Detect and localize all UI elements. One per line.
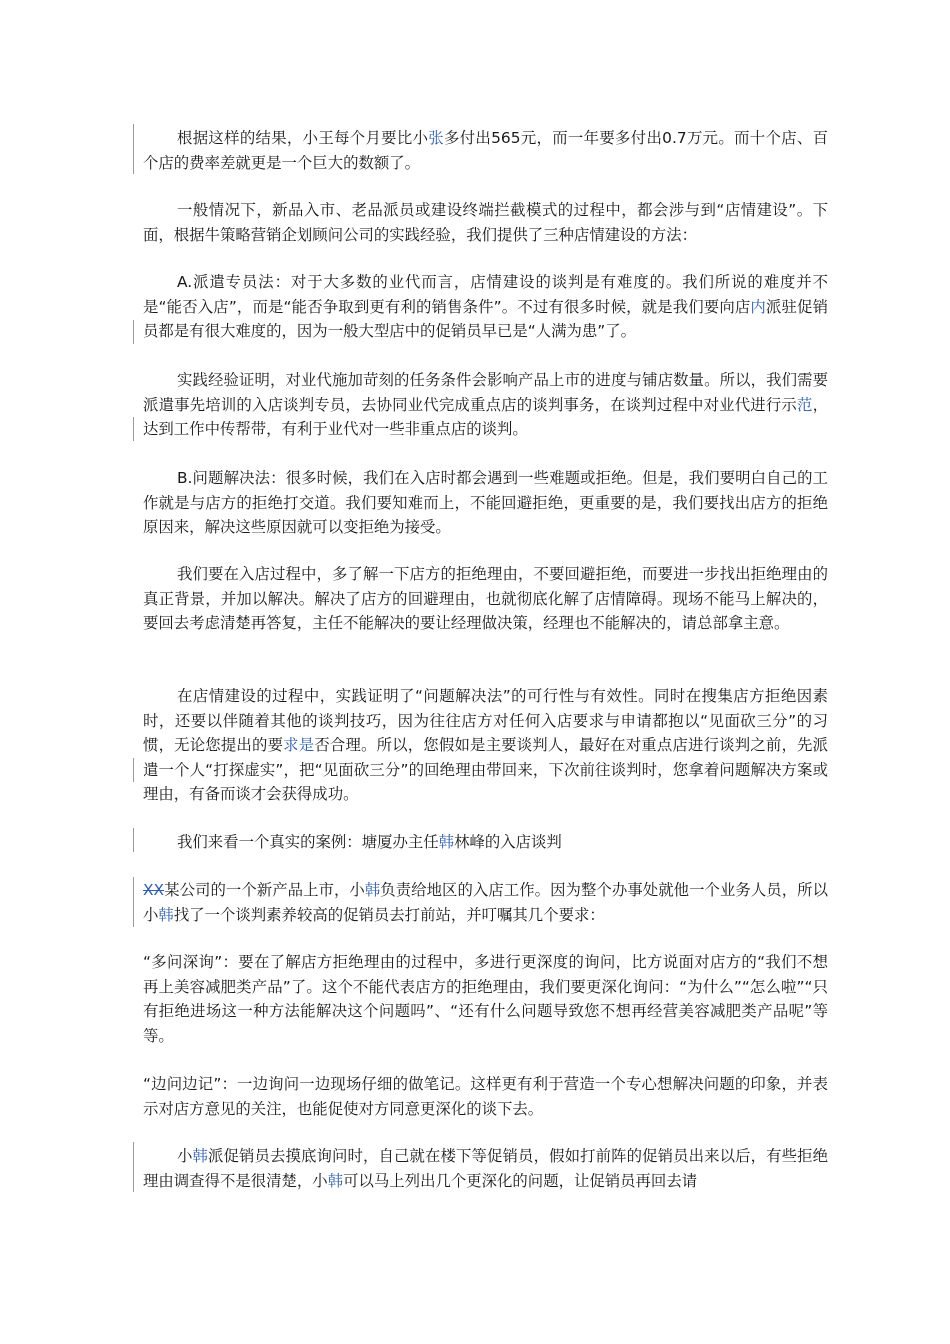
paragraph-5: B.问题解决法：很多时候，我们在入店时都会遇到一些难题或拒绝。但是，我们要明白自己的工作就是与店方的拒绝打交道。我们要知难而上，不能回避拒绝，更重要的是，我们要找出店方的拒绝原因来，解决这些原因就可以变拒绝为接受。 xyxy=(143,469,828,536)
change-bar xyxy=(133,828,134,852)
paragraph-11: “边问边记”：一边询问一边现场仔细的做笔记。这样更有利于营造一个专心想解决问题的印象，并表示对店方意见的关注，也能促使对方同意更深化的谈下去。 xyxy=(143,1075,828,1118)
paragraph-4: 实践经验证明，对业代施加苛刻的任务条件会影响产品上市的进度与铺店数量。所以，我们需要派遣事先培训的入店谈判专员，去协同业代完成重点店的谈判事务，在谈判过程中对业代进行示范，达到工作中传帮带，有利于业代对一些非重点店的谈判。 xyxy=(143,371,828,438)
paragraph-9: XX某公司的一个新产品上市，小韩负责给地区的入店工作。因为整个办事处就他一个业务人员，所以小韩找了一个谈判素养较高的促销员去打前站，并叮嘱其几个要求： xyxy=(143,881,828,924)
paragraph-12: 小韩派促销员去摸底询问时，自己就在楼下等促销员，假如打前阵的促销员出来以后，有些拒绝理由调查得不是很清楚，小韩可以马上列出几个更深化的问题，让促销员再回去请 xyxy=(143,1147,828,1190)
paragraph-8: 我们来看一个真实的案例：塘厦办主任韩林峰的入店谈判 xyxy=(177,833,562,851)
paragraph-6: 我们要在入店过程中，多了解一下店方的拒绝理由，不要回避拒绝，而要进一步找出拒绝理由的真正背景，并加以解决。解决了店方的回避理由，也就彻底化解了店情障碍。现场不能马上解决的，要回去考虑清楚再答复，主任不能解决的要让经理做决策，经理也不能解决的，请总部拿主意。 xyxy=(143,565,828,632)
change-bar xyxy=(133,1142,134,1192)
change-bar xyxy=(133,417,134,441)
paragraph-7: 在店情建设的过程中，实践证明了“问题解决法”的可行性与有效性。同时在搜集店方拒绝因素时，还要以伴随着其他的谈判技巧，因为往往店方对任何入店要求与申请都抱以“见面砍三分”的习惯，无论您提出的要求是否合理。所以，您假如是主要谈判人，最好在对重点店进行谈判之前，先派遣一个人“打探虚实”，把“见面砍三分”的回绝理由带回来，下次前往谈判时，您拿着问题解决方案或理由，有备而谈才会获得成功。 xyxy=(143,687,828,803)
paragraph-10: “多问深询”：要在了解店方拒绝理由的过程中，多进行更深度的询问，比方说面对店方的“我们不想再上美容减肥类产品”了。这个不能代表店方的拒绝理由，我们要更深化询问：“为什么”“怎么啦”“只有拒绝进场这一种方法能解决这个问题吗”、“还有什么问题导致您不想再经营美容减肥类产品呢”等等。 xyxy=(143,953,828,1045)
change-bar xyxy=(133,320,134,344)
paragraph-2: 一般情况下，新品入市、老品派员或建设终端拦截模式的过程中，都会涉与到“店情建设”。下面，根据牛策略营销企划顾问公司的实践经验，我们提供了三种店情建设的方法： xyxy=(143,201,828,244)
paragraph-3: A.派遣专员法：对于大多数的业代而言，店情建设的谈判是有难度的。我们所说的难度并不是“能否入店”，而是“能否争取到更有利的销售条件”。不过有很多时候，就是我们要向店内派驻促销员都是有很大难度的，因为一般大型店中的促销员早已是“人满为患”了。 xyxy=(143,273,828,340)
change-bar xyxy=(133,877,134,927)
change-bar xyxy=(133,124,134,174)
change-bar xyxy=(133,758,134,782)
paragraph-1: 根据这样的结果，小王每个月要比小张多付出565元，而一年要多付出0.7万元。而十个店、百个店的费率差就更是一个巨大的数额了。 xyxy=(143,129,828,172)
